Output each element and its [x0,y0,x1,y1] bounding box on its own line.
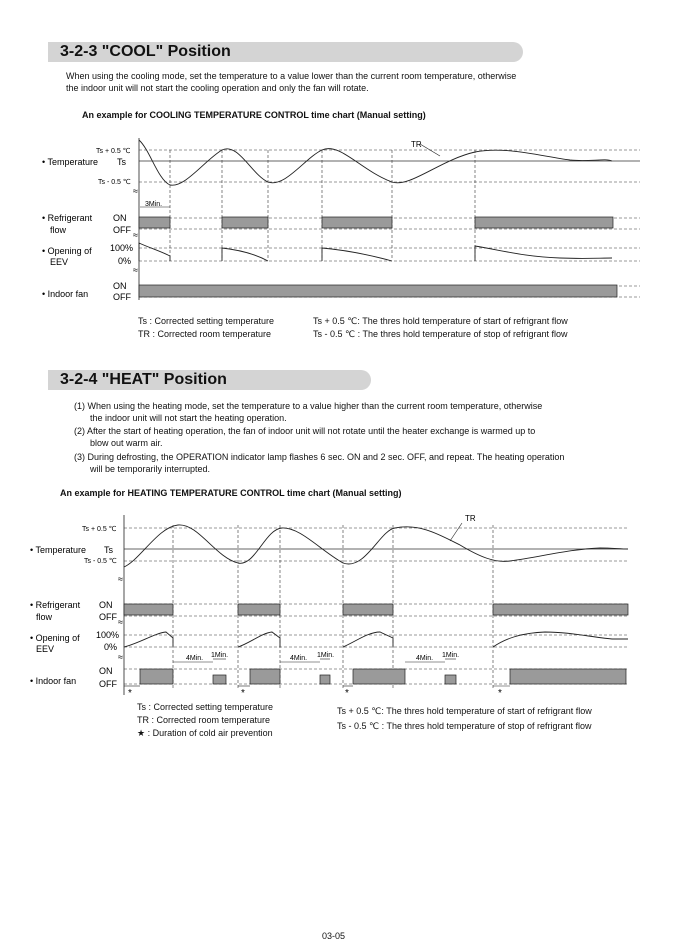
heat-fan-off-label: OFF [99,679,117,689]
heat-indoor-fan-label: • Indoor fan [30,676,77,686]
svg-text:≈: ≈ [133,265,138,275]
cool-ref-on-block-2 [222,217,268,228]
cool-ts-label: Ts [117,157,126,167]
heat-eev-0-label: 0% [104,642,118,652]
heat-note-3b: will be temporarily interrupted. [90,464,211,474]
cool-3min-label: 3Min. [145,201,163,208]
cool-ts-minus-label: Ts - 0.5 ℃ [98,179,131,186]
cool-eev-curve [139,243,612,261]
heat-ref-on-block-3 [343,604,393,615]
cool-ref-on-block-4 [475,217,613,228]
heat-note-3: (3) During defrosting, the OPERATION indicator lamp flashes 6 sec. ON and 2 sec. OFF, and repeat. The heating operation [74,452,565,462]
cool-legend-ts-minus: Ts - 0.5 ℃ : The thres hold temperature of stop of refrigrant flow [313,329,568,339]
cool-indoor-fan-label: • Indoor fan [42,289,89,299]
heat-4min-label-2: 4Min. [290,655,308,662]
cool-eev-label: EEV [50,257,69,267]
cool-temperature-label: • Temperature [42,157,99,167]
heat-legend-ts: Ts : Corrected setting temperature [137,702,274,712]
heat-tr-curve [124,525,628,567]
heat-star-3: * [345,688,349,699]
heat-tr-label: TR [465,514,476,523]
heat-ref-on-block-4 [493,604,628,615]
heat-note-1b: the indoor unit will not start the heating operation. [90,413,287,423]
heat-legend-star: ★ : Duration of cold air prevention [137,728,273,738]
heat-ts-plus-label: Ts + 0.5 ℃ [82,526,117,533]
cool-tr-curve [139,140,612,185]
heat-fan-on-block-7 [510,669,626,684]
heat-legend-tr: TR : Corrected room temperature [137,715,271,725]
heat-4min-label-1: 4Min. [186,655,204,662]
heat-legend-ts-plus: Ts + 0.5 ℃: The thres hold temperature of start of refrigrant flow [337,706,592,716]
cool-flow-label: flow [50,225,67,235]
heat-fan-on-block-1 [140,669,173,684]
heat-ref-on-block-2 [238,604,280,615]
heat-note-2: (2) After the start of heating operation, the fan of indoor unit will not rotate until the heater exchange is warmed up to [74,426,536,436]
cool-desc-line-2: the indoor unit will not start the cooling operation and only the fan will rotate. [66,83,369,93]
cool-legend-tr: TR : Corrected room temperature [138,329,272,339]
cool-fan-on-block [139,285,617,297]
cool-opening-label: • Opening of [42,246,92,256]
heat-legend-ts-minus: Ts - 0.5 ℃ : The thres hold temperature of stop of refrigrant flow [337,721,592,731]
heat-1min-label-1: 1Min. [211,652,229,659]
heat-1min-label-3: 1Min. [442,652,460,659]
heat-ref-off-label: OFF [99,612,117,622]
heat-fan-on-label: ON [99,666,113,676]
heat-flow-label: flow [36,612,53,622]
cool-section-title: 3-2-3 "COOL" Position [60,43,231,60]
heat-opening-label: • Opening of [30,633,80,643]
cool-ts-plus-label: Ts + 0.5 ℃ [96,148,131,155]
svg-text:≈: ≈ [118,652,123,662]
heat-time-chart [0,505,673,700]
heat-section-title: 3-2-4 "HEAT" Position [60,371,227,388]
cool-tr-label: TR [411,140,422,149]
svg-text:≈: ≈ [118,617,123,627]
cool-eev-100-label: 100% [110,243,134,253]
heat-ts-label: Ts [104,545,113,555]
heat-star-1: * [128,688,132,699]
heat-ref-on-label: ON [99,600,113,610]
heat-ref-on-block-1 [124,604,173,615]
cool-chart-title: An example for COOLING TEMPERATURE CONTROL time chart (Manual setting) [82,110,426,120]
heat-refrigerant-label: • Refrigerant [30,600,81,610]
heat-4min-label-3: 4Min. [416,655,434,662]
cool-refrigerant-label: • Refrigerant [42,213,93,223]
svg-text:≈: ≈ [118,574,123,584]
cool-eev-0-label: 0% [118,256,132,266]
svg-text:≈: ≈ [133,186,138,196]
heat-fan-on-block-6 [445,675,456,684]
cool-fan-off-label: OFF [113,292,131,302]
heat-eev-100-label: 100% [96,630,120,640]
heat-note-2b: blow out warm air. [90,438,163,448]
heat-star-2: * [241,688,245,699]
cool-legend-ts: Ts : Corrected setting temperature [138,316,275,326]
heat-chart-title: An example for HEATING TEMPERATURE CONTROL time chart (Manual setting) [60,488,402,498]
cool-ref-on-block-1 [139,217,170,228]
page-number: 03-05 [322,931,346,941]
heat-star-4: * [498,688,502,699]
cool-fan-on-label: ON [113,281,127,291]
heat-fan-on-block-4 [320,675,330,684]
heat-ts-minus-label: Ts - 0.5 ℃ [84,558,117,565]
cool-ref-off-label: OFF [113,225,131,235]
svg-text:≈: ≈ [133,230,138,240]
heat-fan-on-block-2 [213,675,226,684]
cool-desc-line-1: When using the cooling mode, set the temperature to a value lower than the current room temperature, otherwise [66,71,517,81]
cool-time-chart [0,130,673,315]
heat-temperature-label: • Temperature [30,545,87,555]
heat-eev-curve [124,632,628,647]
cool-ref-on-label: ON [113,213,127,223]
heat-fan-on-block-5 [353,669,405,684]
heat-fan-on-block-3 [250,669,280,684]
heat-eev-label: EEV [36,644,55,654]
heat-1min-label-2: 1Min. [317,652,335,659]
heat-note-1: (1) When using the heating mode, set the temperature to a value higher than the current room temperature, otherwise [74,401,543,411]
cool-legend-ts-plus: Ts + 0.5 ℃: The thres hold temperature of start of refrigrant flow [313,316,568,326]
cool-ref-on-block-3 [322,217,392,228]
